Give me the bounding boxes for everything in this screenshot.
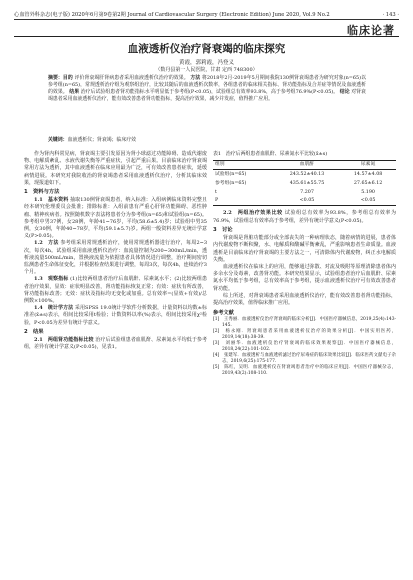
intro-paragraph: 作为肾内科常见病，肾衰竭主要引发原因为肾小球滤过功能障碍、造成代谢废物、电解质紊乱、水液代谢失衡等严重症状，引起严重后果。目前临床治疗肾衰竭常用方法为透析，其中血液透析在临床应用最为广泛，可有效改善患者症状，延缓病情进展。本研究对我院收治的肾衰竭患者采用血液透析仪治疗，分析其临床效果，现报道如下。 [24, 151, 207, 186]
affiliation: （数丹县第一人民医院，甘肃 定西 748300） [155, 67, 258, 73]
text-1-3: (1)比较两组患者治疗后血肌酐、尿素氮水平；(2)比较两组患者治疗效果，显效：症状明显改善，肾功能指标恢复正常；有效：症状有所改善，肾功能指标改善；无效：症状及指标均无变化或加重。总有效率=(显效+有效)/总例数×100%。 [24, 276, 208, 305]
discussion-paragraph-3: 综上所述，对肾衰竭患者采用血液透析仪治疗，能有效改善患者肾功能指标，提高治疗效果，值得临床推广应用。 [213, 292, 396, 306]
table-row [213, 188, 396, 197]
keywords-label: 关键词： [48, 137, 68, 143]
section-heading-1: 1 资料与方法 [24, 189, 60, 196]
page-number: · 143 · [382, 12, 399, 18]
text-2-2: 试验组总有效率为93.8%，参考组总有效率为76.9%，试验组总有效率高于参考组，差异有统计学意义(P<0.05)。 [213, 210, 397, 224]
methods-label: 方法 [190, 75, 201, 81]
paragraph-1-4 [24, 305, 207, 327]
table-cell: 14.57±4.08 [353, 172, 383, 178]
subheading-1-2: 1.2 方法 [34, 240, 59, 247]
text-1-1: 抽取130例肾衰竭患者，纳入标准：入组病例临床资料完整且经本研究伦理委员会批准；排除标准：入组前患有严重心肝肾功能障碍、恶性肿瘤、精神疾病者。按照随机数字表法将患者分为参考组(n=65)和试验组(n=65)。参考组中男37例，女28例，年龄41~76岁，平均(58.6±5.4)岁；试验组中男35例，女30例，年龄40~78岁，平均(59.1±5.7)岁。两组一般资料差异无统计学意义(P>0.05)。 [24, 197, 208, 240]
subheading-1-4: 1.4 统计学方法 [34, 305, 74, 312]
section-heading-3: 3 讨论 [213, 226, 233, 233]
abstract-label: 摘要： [48, 75, 63, 81]
references-list [213, 317, 396, 377]
discussion-paragraph-1: 肾衰竭是肾脏功能部分或全部丧失的一种病理状态，随着病情的进展，患者体内代谢废物不断积聚，水、电解质和酸碱平衡紊乱，严重影响患者生命质量。血液透析是目前临床治疗肾衰竭的主要方法之一，可清除体内代谢废物，纠正水电解质失衡。 [213, 235, 396, 263]
subheading-2-2: 2.2 两组治疗效果比较 [223, 210, 283, 217]
conclusion-text: 对肾衰竭患者采用血液透析仪治疗，能有效改善患者肾功能指标，提高治疗效果，减少并发症，值得推广应用。 [48, 89, 366, 102]
results-text: 治疗后试验组患者肾功能指标水平明显低于参考组(P<0.05)，试验组总有效率93.8%，高于参考组76.9%(P<0.05)。 [80, 89, 339, 95]
results-table [213, 160, 396, 207]
table-cell: 27.65±6.12 [353, 180, 383, 186]
table-cell: P [215, 198, 219, 204]
methods-text: 将2018年2月-2019年5月期间我院130例肾衰竭患者为研究对象(n=65)以参考组(n=65)，常规透析治疗组为观察组治疗，比较其随后的血液透析次数率，各组患者的临床相关指标、肾功能指标及合并症等情况及血液透析的效果。 [48, 75, 366, 95]
journal-info: 心血管外科杂志(电子版) 2020年6月第9卷第2期 Journal of Cardiovascular Surgery (Electronic Edition) June 2020, Vol.9 No.2 [14, 12, 330, 18]
running-header [14, 6, 399, 20]
discussion-paragraph-2: 血液透析仪在临床上的应用，能够通过弥散、对流及吸附等原理清除患者体内多余水分及毒素，改善肾功能。本研究结果显示，试验组患者治疗后血肌酐、尿素氮水平均低于参考组，总有效率高于参考组，提示血液透析仪治疗可有效改善患者肾功能。 [213, 263, 396, 292]
table-cell: 5.190 [361, 189, 375, 195]
keywords-text: 血液透析仪；肾衰竭；临床疗效 [67, 137, 137, 143]
table-header-row [213, 160, 396, 170]
reference-item: [1] 王秀丽．血液透析仪治疗肾衰竭的临床分析[J]．中国医疗器械信息，2019,25(4):143-145. [213, 317, 396, 329]
table-row [213, 179, 396, 188]
table-header-cell: 血肌酐 [299, 162, 315, 168]
text-2-1: 治疗后试验组患者血肌酐、尿素氮水平均低于参考组，差异有统计学意义(P<0.05)，见表1。 [24, 337, 207, 351]
section-tag: 临床论著 [347, 24, 395, 37]
table-header-cell: 尿素氮 [360, 162, 376, 168]
table-cell: 435.61±55.75 [289, 180, 325, 186]
subheading-1-1: 1.1 基本资料 [34, 197, 69, 204]
table-header-cell: 组别 [215, 162, 225, 168]
text-1-4: 采用SPSS 19.0统计学软件分析数据，计量资料以均数±标准差(x̄±s)表示，组间比较采用t检验；计数资料以率(%)表示，组间比较采用χ²检验，P<0.05为差异有统计学意义。 [24, 305, 208, 326]
table-cell: 7.207 [300, 189, 314, 195]
reference-item: [3] 刘丽华．血液透析仪治疗肾衰竭的临床效果观察[J]．中国医疗器械信息，2018,24(22):101-102. [213, 341, 396, 353]
subheading-1-3: 1.3 观察指标 [34, 276, 69, 283]
paragraph-1-3 [24, 276, 207, 305]
table-cell: 243.52±40.13 [289, 172, 325, 178]
table-row [213, 197, 396, 206]
abstract [48, 75, 366, 103]
table-cell: 参考组(n=65) [215, 180, 247, 186]
objective-text: 评价肾衰竭肝肾病患者采用血液透析仪治疗的效果。 [74, 75, 189, 81]
results-label: 结果 [69, 89, 80, 95]
subheading-2-1: 2.1 两组肾功能指标比较 [34, 337, 94, 344]
paragraph-2-1 [24, 337, 207, 351]
title-rule [14, 36, 399, 37]
conclusion-label: 结论 [339, 89, 350, 95]
section-heading-2: 2 结果 [24, 328, 44, 335]
keywords [48, 137, 366, 144]
reference-item: [5] 陈红，吴明．血液透析仪在肾衰竭患者治疗中的临床应用[J]．中国医疗器械杂志，2019,43(2):108-110. [213, 365, 396, 377]
article-title: 血液透析仪治疗肾衰竭的临床探究 [127, 43, 286, 55]
table-cell: t [215, 189, 217, 195]
reference-item: [4] 张建军．血液透析与血液透析滤过治疗尿毒症的临床效果比较[J]．临床医药文献电子杂志，2019,6(25):175-177. [213, 353, 396, 365]
table-caption: 表1 治疗后两组患者血肌酐、尿素氮水平比较(x̄±s) [213, 151, 328, 157]
text-1-2: 参考组采用常规透析治疗，使用常规透析器进行治疗，每周2~3次，每次4h。试验组采用血液透析仪治疗：血流量控制为200~300mL/min，透析液流量500mL/min，置换液流量为依据患者具体情况进行调整，治疗期间密切监测患者生命体征变化，并根据检查结果进行调整，每周3次，每次4h，连续治疗3个月。 [24, 240, 207, 276]
paragraph-2-2 [213, 210, 396, 224]
table-row [213, 170, 396, 179]
right-column [213, 151, 396, 377]
references-heading: 参考文献 [213, 310, 234, 317]
reference-item: [2] 杨永刚．肾衰竭患者采用血液透析仪治疗的效果分析[J]．中国实用医药，2019,14(18):38-39. [213, 329, 396, 341]
objective-label: 目的 [62, 75, 73, 81]
paragraph-1-1 [24, 197, 207, 240]
table-cell: <0.05 [299, 198, 315, 204]
table-cell: <0.05 [360, 198, 376, 204]
table-cell: 试验组(n=65) [215, 172, 247, 178]
paragraph-1-2 [24, 240, 207, 276]
authors: 黄霞，郭莉霞，冯登义 [178, 60, 234, 66]
left-column [24, 151, 207, 351]
